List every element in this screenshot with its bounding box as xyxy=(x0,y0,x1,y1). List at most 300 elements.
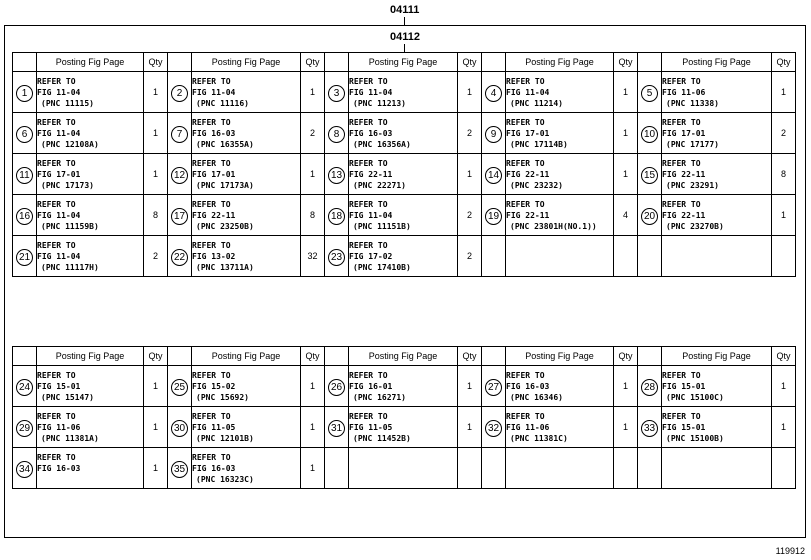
item-number-circle: 21 xyxy=(16,249,33,266)
fig-reference: FIG 17-02 xyxy=(349,251,393,261)
refer-to-text: REFER TO xyxy=(349,240,388,250)
item-number-circle: 9 xyxy=(485,126,502,143)
outer-group-code: 04111 xyxy=(390,4,420,16)
refer-to-text: REFER TO xyxy=(192,117,231,127)
reference-cell xyxy=(192,154,301,195)
refer-to-text: REFER TO xyxy=(192,199,231,209)
item-number-cell xyxy=(325,407,349,448)
item-number-circle: 26 xyxy=(328,379,345,396)
item-number-cell xyxy=(638,72,662,113)
pnc-reference: (PNC 23270B) xyxy=(666,221,724,231)
reference-cell xyxy=(37,195,144,236)
header-qty: Qty xyxy=(614,347,638,366)
table-row xyxy=(13,113,796,154)
item-number-circle: 32 xyxy=(485,420,502,437)
item-number-circle: 11 xyxy=(16,167,33,184)
qty-cell: 2 xyxy=(458,236,482,277)
item-number-cell xyxy=(13,154,37,195)
fig-reference: FIG 11-04 xyxy=(37,128,81,138)
refer-to-text: REFER TO xyxy=(192,240,231,250)
fig-reference: FIG 11-04 xyxy=(37,210,81,220)
qty-cell: 1 xyxy=(301,154,325,195)
refer-to-text: REFER TO xyxy=(37,76,76,86)
header-posting-fig-page: Posting Fig Page xyxy=(37,347,144,366)
header-posting-fig-page: Posting Fig Page xyxy=(662,347,772,366)
item-number-circle: 14 xyxy=(485,167,502,184)
header-posting-fig-page: Posting Fig Page xyxy=(192,53,301,72)
qty-cell xyxy=(614,236,638,277)
qty-cell: 1 xyxy=(144,448,168,489)
reference-cell xyxy=(349,448,458,489)
pnc-reference: (PNC 17114B) xyxy=(510,139,568,149)
refer-to-text: REFER TO xyxy=(506,76,545,86)
fig-reference: FIG 22-11 xyxy=(662,169,706,179)
table-header-row xyxy=(13,347,796,366)
fig-reference: FIG 16-03 xyxy=(506,381,550,391)
item-number-cell xyxy=(13,72,37,113)
item-number-circle: 27 xyxy=(485,379,502,396)
fig-reference: FIG 15-01 xyxy=(37,381,81,391)
fig-reference: FIG 22-11 xyxy=(349,169,393,179)
fig-reference: FIG 15-01 xyxy=(662,381,706,391)
pnc-reference: (PNC 17173) xyxy=(41,180,94,190)
item-number-cell xyxy=(325,154,349,195)
item-number-cell xyxy=(482,366,506,407)
item-number-circle: 33 xyxy=(641,420,658,437)
pnc-reference: (PNC 12108A) xyxy=(41,139,99,149)
reference-cell xyxy=(349,113,458,154)
table-row xyxy=(13,448,796,489)
header-qty: Qty xyxy=(772,53,796,72)
reference-cell xyxy=(192,113,301,154)
refer-to-text: REFER TO xyxy=(662,199,701,209)
qty-cell: 1 xyxy=(614,366,638,407)
table-row xyxy=(13,195,796,236)
reference-cell xyxy=(662,407,772,448)
item-number-cell xyxy=(13,366,37,407)
item-number-circle: 6 xyxy=(16,126,33,143)
qty-cell: 1 xyxy=(614,407,638,448)
item-number-circle: 29 xyxy=(16,420,33,437)
qty-cell: 2 xyxy=(458,113,482,154)
pnc-reference: (PNC 16346) xyxy=(510,392,563,402)
refer-to-text: REFER TO xyxy=(662,117,701,127)
refer-to-text: REFER TO xyxy=(349,117,388,127)
reference-cell xyxy=(662,154,772,195)
item-number-cell xyxy=(13,113,37,154)
item-number-circle: 31 xyxy=(328,420,345,437)
pnc-reference: (PNC 16271) xyxy=(353,392,406,402)
pnc-reference: (PNC 22271) xyxy=(353,180,406,190)
qty-cell: 1 xyxy=(144,366,168,407)
item-number-circle: 8 xyxy=(328,126,345,143)
qty-cell: 1 xyxy=(458,72,482,113)
item-number-cell xyxy=(638,236,662,277)
reference-cell xyxy=(37,407,144,448)
qty-cell: 1 xyxy=(458,407,482,448)
item-number-circle: 3 xyxy=(328,85,345,102)
figure-code: 119912 xyxy=(775,546,805,556)
qty-cell: 1 xyxy=(144,72,168,113)
fig-reference: FIG 13-02 xyxy=(192,251,236,261)
outer-leader-line xyxy=(404,17,405,25)
item-number-cell xyxy=(325,195,349,236)
refer-to-text: REFER TO xyxy=(37,158,76,168)
reference-cell xyxy=(662,195,772,236)
reference-cell xyxy=(37,113,144,154)
header-blank-cell xyxy=(482,53,506,72)
item-number-circle: 34 xyxy=(16,461,33,478)
item-number-cell xyxy=(482,154,506,195)
fig-reference: FIG 11-04 xyxy=(349,87,393,97)
pnc-reference: (PNC 11338) xyxy=(666,98,719,108)
fig-reference: FIG 22-11 xyxy=(662,210,706,220)
refer-to-text: REFER TO xyxy=(37,240,76,250)
pnc-reference: (PNC 17410B) xyxy=(353,262,411,272)
qty-cell: 32 xyxy=(301,236,325,277)
qty-cell: 8 xyxy=(144,195,168,236)
qty-cell: 1 xyxy=(458,154,482,195)
header-blank-cell xyxy=(13,347,37,366)
item-number-cell xyxy=(482,236,506,277)
pnc-reference: (PNC 11159B) xyxy=(41,221,99,231)
refer-to-text: REFER TO xyxy=(506,117,545,127)
qty-cell: 1 xyxy=(301,366,325,407)
pnc-reference: (PNC 23801H(NO.1)) xyxy=(510,221,597,231)
pnc-reference: (PNC 11117H) xyxy=(41,262,99,272)
refer-to-text: REFER TO xyxy=(349,76,388,86)
qty-cell: 1 xyxy=(144,113,168,154)
item-number-circle: 35 xyxy=(171,461,188,478)
reference-cell xyxy=(662,72,772,113)
item-number-circle: 25 xyxy=(171,379,188,396)
fig-reference: FIG 15-01 xyxy=(662,422,706,432)
item-number-cell xyxy=(13,195,37,236)
reference-cell xyxy=(349,236,458,277)
refer-to-text: REFER TO xyxy=(37,452,76,462)
reference-cell xyxy=(349,407,458,448)
refer-to-text: REFER TO xyxy=(662,158,701,168)
table-row xyxy=(13,407,796,448)
fig-reference: FIG 16-03 xyxy=(192,463,236,473)
header-posting-fig-page: Posting Fig Page xyxy=(662,53,772,72)
refer-to-text: REFER TO xyxy=(192,411,231,421)
fig-reference: FIG 16-03 xyxy=(192,128,236,138)
item-number-circle: 1 xyxy=(16,85,33,102)
refer-to-text: REFER TO xyxy=(662,370,701,380)
header-qty: Qty xyxy=(301,347,325,366)
pnc-reference: (PNC 16356A) xyxy=(353,139,411,149)
fig-reference: FIG 17-01 xyxy=(662,128,706,138)
refer-to-text: REFER TO xyxy=(192,452,231,462)
reference-cell xyxy=(192,448,301,489)
qty-cell: 8 xyxy=(301,195,325,236)
reference-cell xyxy=(662,236,772,277)
header-blank-cell xyxy=(168,347,192,366)
item-number-cell xyxy=(482,113,506,154)
item-number-cell xyxy=(13,236,37,277)
item-number-cell xyxy=(638,113,662,154)
fig-reference: FIG 11-05 xyxy=(349,422,393,432)
item-number-cell xyxy=(325,72,349,113)
pnc-reference: (PNC 11115) xyxy=(41,98,94,108)
qty-cell: 1 xyxy=(772,366,796,407)
qty-cell xyxy=(458,448,482,489)
qty-cell: 1 xyxy=(614,113,638,154)
item-number-circle: 17 xyxy=(171,208,188,225)
table-row xyxy=(13,366,796,407)
fig-reference: FIG 17-01 xyxy=(506,128,550,138)
qty-cell xyxy=(614,448,638,489)
bottom-reference-table xyxy=(12,346,796,489)
qty-cell: 1 xyxy=(772,407,796,448)
reference-cell xyxy=(37,236,144,277)
header-posting-fig-page: Posting Fig Page xyxy=(349,53,458,72)
refer-to-text: REFER TO xyxy=(506,370,545,380)
reference-cell xyxy=(506,154,614,195)
fig-reference: FIG 11-04 xyxy=(192,87,236,97)
qty-cell: 1 xyxy=(301,407,325,448)
header-qty: Qty xyxy=(458,347,482,366)
reference-cell xyxy=(506,113,614,154)
pnc-reference: (PNC 11381C) xyxy=(510,433,568,443)
reference-cell xyxy=(349,72,458,113)
reference-cell xyxy=(506,407,614,448)
pnc-reference: (PNC 11214) xyxy=(510,98,563,108)
reference-cell xyxy=(192,407,301,448)
item-number-circle: 20 xyxy=(641,208,658,225)
qty-cell: 1 xyxy=(614,72,638,113)
item-number-circle: 30 xyxy=(171,420,188,437)
fig-reference: FIG 11-04 xyxy=(37,87,81,97)
item-number-cell xyxy=(482,72,506,113)
header-blank-cell xyxy=(13,53,37,72)
reference-cell xyxy=(37,366,144,407)
header-posting-fig-page: Posting Fig Page xyxy=(192,347,301,366)
item-number-circle: 18 xyxy=(328,208,345,225)
fig-reference: FIG 17-01 xyxy=(192,169,236,179)
refer-to-text: REFER TO xyxy=(37,411,76,421)
header-posting-fig-page: Posting Fig Page xyxy=(349,347,458,366)
pnc-reference xyxy=(37,474,143,485)
pnc-reference: (PNC 13711A) xyxy=(196,262,254,272)
pnc-reference: (PNC 11213) xyxy=(353,98,406,108)
refer-to-text: REFER TO xyxy=(349,158,388,168)
qty-cell: 8 xyxy=(772,154,796,195)
qty-cell: 2 xyxy=(772,113,796,154)
fig-reference: FIG 16-03 xyxy=(37,463,81,473)
fig-reference: FIG 11-06 xyxy=(37,422,81,432)
qty-cell xyxy=(772,236,796,277)
pnc-reference: (PNC 11151B) xyxy=(353,221,411,231)
pnc-reference: (PNC 11381A) xyxy=(41,433,99,443)
header-posting-fig-page: Posting Fig Page xyxy=(506,53,614,72)
qty-cell: 1 xyxy=(772,72,796,113)
header-blank-cell xyxy=(325,53,349,72)
item-number-cell xyxy=(168,448,192,489)
qty-cell: 1 xyxy=(301,448,325,489)
reference-cell xyxy=(506,195,614,236)
reference-cell xyxy=(37,72,144,113)
item-number-cell xyxy=(325,236,349,277)
refer-to-text: REFER TO xyxy=(506,411,545,421)
item-number-cell xyxy=(638,407,662,448)
fig-reference: FIG 11-06 xyxy=(662,87,706,97)
item-number-cell xyxy=(638,195,662,236)
refer-to-text: REFER TO xyxy=(37,199,76,209)
pnc-reference: (PNC 15692) xyxy=(196,392,249,402)
pnc-reference: (PNC 12101B) xyxy=(196,433,254,443)
fig-reference: FIG 16-03 xyxy=(349,128,393,138)
header-blank-cell xyxy=(325,347,349,366)
refer-to-text: REFER TO xyxy=(662,411,701,421)
reference-cell xyxy=(506,366,614,407)
header-qty: Qty xyxy=(144,53,168,72)
fig-reference: FIG 11-04 xyxy=(349,210,393,220)
refer-to-text: REFER TO xyxy=(506,158,545,168)
item-number-circle: 4 xyxy=(485,85,502,102)
qty-cell: 1 xyxy=(301,72,325,113)
table-header-row xyxy=(13,53,796,72)
pnc-reference: (PNC 23250B) xyxy=(196,221,254,231)
item-number-cell xyxy=(168,195,192,236)
pnc-reference: (PNC 16323C) xyxy=(196,474,254,484)
item-number-cell xyxy=(482,407,506,448)
item-number-cell xyxy=(638,448,662,489)
item-number-circle: 10 xyxy=(641,126,658,143)
qty-cell: 1 xyxy=(144,154,168,195)
refer-to-text: REFER TO xyxy=(349,199,388,209)
fig-reference: FIG 11-04 xyxy=(37,251,81,261)
item-number-circle: 7 xyxy=(171,126,188,143)
reference-cell xyxy=(662,366,772,407)
pnc-reference: (PNC 15147) xyxy=(41,392,94,402)
header-qty: Qty xyxy=(458,53,482,72)
item-number-cell xyxy=(168,154,192,195)
refer-to-text: REFER TO xyxy=(192,370,231,380)
qty-cell: 1 xyxy=(772,195,796,236)
pnc-reference: (PNC 15100C) xyxy=(666,392,724,402)
refer-to-text: REFER TO xyxy=(349,411,388,421)
reference-cell xyxy=(192,72,301,113)
reference-cell xyxy=(349,195,458,236)
fig-reference: FIG 11-05 xyxy=(192,422,236,432)
fig-reference: FIG 11-06 xyxy=(506,422,550,432)
header-blank-cell xyxy=(482,347,506,366)
reference-cell xyxy=(506,236,614,277)
header-posting-fig-page: Posting Fig Page xyxy=(37,53,144,72)
item-number-cell xyxy=(168,366,192,407)
header-blank-cell xyxy=(638,347,662,366)
pnc-reference: (PNC 23232) xyxy=(510,180,563,190)
header-qty: Qty xyxy=(772,347,796,366)
qty-cell: 2 xyxy=(458,195,482,236)
item-number-circle: 16 xyxy=(16,208,33,225)
refer-to-text: REFER TO xyxy=(349,370,388,380)
item-number-cell xyxy=(168,113,192,154)
item-number-circle: 24 xyxy=(16,379,33,396)
qty-cell: 1 xyxy=(144,407,168,448)
pnc-reference: (PNC 11452B) xyxy=(353,433,411,443)
refer-to-text: REFER TO xyxy=(506,199,545,209)
item-number-cell xyxy=(168,407,192,448)
reference-cell xyxy=(662,113,772,154)
refer-to-text: REFER TO xyxy=(662,76,701,86)
header-qty: Qty xyxy=(614,53,638,72)
item-number-circle: 23 xyxy=(328,249,345,266)
fig-reference: FIG 22-11 xyxy=(192,210,236,220)
item-number-circle: 22 xyxy=(171,249,188,266)
header-blank-cell xyxy=(168,53,192,72)
reference-cell xyxy=(37,154,144,195)
item-number-cell xyxy=(325,366,349,407)
item-number-circle: 28 xyxy=(641,379,658,396)
qty-cell xyxy=(772,448,796,489)
table-row xyxy=(13,154,796,195)
top-reference-table xyxy=(12,52,796,277)
pnc-reference: (PNC 23291) xyxy=(666,180,719,190)
pnc-reference: (PNC 17173A) xyxy=(196,180,254,190)
item-number-circle: 13 xyxy=(328,167,345,184)
pnc-reference: (PNC 16355A) xyxy=(196,139,254,149)
refer-to-text: REFER TO xyxy=(37,117,76,127)
qty-cell: 4 xyxy=(614,195,638,236)
item-number-circle: 15 xyxy=(641,167,658,184)
item-number-cell xyxy=(482,448,506,489)
header-blank-cell xyxy=(638,53,662,72)
pnc-reference: (PNC 15100B) xyxy=(666,433,724,443)
refer-to-text: REFER TO xyxy=(37,370,76,380)
reference-cell xyxy=(349,366,458,407)
item-number-cell xyxy=(13,407,37,448)
inner-group-code: 04112 xyxy=(390,31,420,43)
qty-cell: 1 xyxy=(614,154,638,195)
header-qty: Qty xyxy=(301,53,325,72)
fig-reference: FIG 22-11 xyxy=(506,169,550,179)
item-number-cell xyxy=(13,448,37,489)
item-number-circle: 12 xyxy=(171,167,188,184)
reference-cell xyxy=(192,366,301,407)
qty-cell: 2 xyxy=(301,113,325,154)
item-number-cell xyxy=(638,154,662,195)
item-number-cell xyxy=(325,113,349,154)
fig-reference: FIG 17-01 xyxy=(37,169,81,179)
qty-cell: 1 xyxy=(458,366,482,407)
item-number-cell xyxy=(168,236,192,277)
pnc-reference: (PNC 11116) xyxy=(196,98,249,108)
item-number-circle: 19 xyxy=(485,208,502,225)
reference-cell xyxy=(662,448,772,489)
item-number-cell xyxy=(168,72,192,113)
fig-reference: FIG 15-02 xyxy=(192,381,236,391)
reference-cell xyxy=(192,195,301,236)
item-number-cell xyxy=(638,366,662,407)
reference-cell xyxy=(349,154,458,195)
refer-to-text: REFER TO xyxy=(192,76,231,86)
table-row xyxy=(13,72,796,113)
table-row xyxy=(13,236,796,277)
reference-cell xyxy=(506,448,614,489)
fig-reference: FIG 22-11 xyxy=(506,210,550,220)
fig-reference: FIG 11-04 xyxy=(506,87,550,97)
fig-reference: FIG 16-01 xyxy=(349,381,393,391)
header-qty: Qty xyxy=(144,347,168,366)
reference-cell xyxy=(37,448,144,489)
refer-to-text: REFER TO xyxy=(192,158,231,168)
reference-cell xyxy=(506,72,614,113)
header-posting-fig-page: Posting Fig Page xyxy=(506,347,614,366)
qty-cell: 2 xyxy=(144,236,168,277)
